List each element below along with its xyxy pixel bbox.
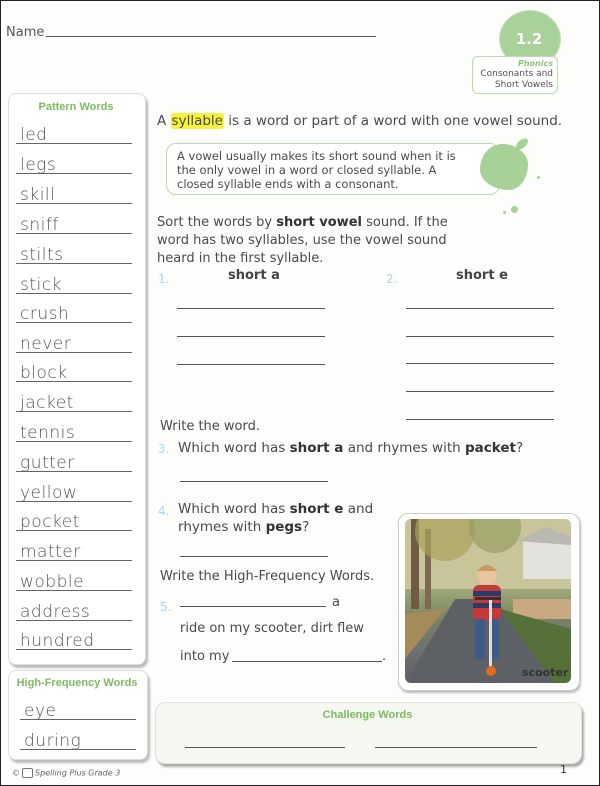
q-text: ? bbox=[516, 440, 524, 456]
pattern-word-row bbox=[16, 568, 132, 591]
hf-word-row bbox=[20, 697, 136, 720]
pattern-word: jacket bbox=[20, 393, 74, 413]
rule-line: closed syllable ends with a consonant. bbox=[177, 177, 399, 191]
pattern-word: stick bbox=[20, 275, 62, 295]
lesson-topic-line1: Consonants and bbox=[480, 69, 553, 79]
instr-bold: short vowel bbox=[276, 215, 362, 230]
name-label: Name bbox=[6, 25, 45, 40]
instr-text: heard in the first syllable. bbox=[157, 251, 324, 266]
question-4 bbox=[178, 500, 373, 536]
column-heading-short-e: short e bbox=[456, 268, 508, 283]
pattern-word: stilts bbox=[20, 245, 64, 265]
pattern-word: crush bbox=[20, 304, 70, 324]
hf-word: eye bbox=[24, 701, 57, 721]
answer-line-q5b[interactable] bbox=[232, 661, 382, 662]
footer-copyright bbox=[12, 768, 120, 778]
pattern-word: yellow bbox=[20, 483, 78, 503]
q-bold: short a bbox=[289, 440, 344, 456]
pattern-word-row bbox=[16, 271, 132, 294]
lesson-number: 1.2 bbox=[515, 30, 543, 48]
pattern-word: address bbox=[20, 602, 91, 622]
hf-text-line3: into my bbox=[180, 649, 230, 664]
publisher-logo-icon bbox=[22, 768, 33, 778]
lesson-category: Phonics bbox=[518, 59, 553, 68]
pattern-word-row bbox=[16, 479, 132, 502]
pattern-word-row bbox=[16, 598, 132, 621]
pattern-word: never bbox=[20, 334, 72, 354]
pattern-word-row bbox=[16, 181, 132, 204]
lesson-topic-line2: Short Vowels bbox=[494, 80, 553, 90]
hf-word-row bbox=[20, 727, 136, 750]
answer-line-short-e[interactable] bbox=[406, 391, 554, 392]
answer-line-short-a[interactable] bbox=[177, 336, 325, 337]
answer-line-short-a[interactable] bbox=[177, 364, 325, 365]
definition-prefix: A bbox=[157, 113, 167, 129]
paint-splat-decoration bbox=[480, 144, 528, 190]
item-number: 3. bbox=[158, 442, 170, 456]
answer-line-short-e[interactable] bbox=[406, 419, 554, 420]
pattern-word-row bbox=[16, 538, 132, 561]
answer-line-q4[interactable] bbox=[180, 556, 328, 557]
pattern-word-row bbox=[16, 121, 132, 144]
pattern-word-row bbox=[16, 211, 132, 234]
pattern-word-row bbox=[16, 449, 132, 472]
q-text: and rhymes with bbox=[347, 440, 461, 456]
pattern-word-row bbox=[16, 508, 132, 531]
pattern-word-row bbox=[16, 151, 132, 174]
item-number: 5. bbox=[160, 600, 172, 614]
pattern-word: pocket bbox=[20, 512, 80, 532]
pattern-word: matter bbox=[20, 542, 81, 562]
paint-splat-decoration bbox=[514, 136, 530, 151]
answer-line-short-a[interactable] bbox=[177, 308, 325, 309]
pattern-word: legs bbox=[20, 155, 57, 175]
q-text: Which word has bbox=[178, 440, 286, 456]
photo-label: scooter bbox=[522, 666, 569, 679]
q-text: and bbox=[347, 501, 374, 517]
pattern-word: sniff bbox=[20, 215, 59, 235]
rule-line: A vowel usually makes its short sound when it is bbox=[177, 149, 456, 163]
syllable-definition bbox=[157, 112, 562, 130]
question-3 bbox=[178, 439, 523, 457]
paint-dot-decoration bbox=[503, 211, 506, 214]
high-frequency-title: High-Frequency Words bbox=[16, 677, 138, 689]
pattern-word-row bbox=[16, 330, 132, 353]
q-text: Which word has bbox=[178, 501, 286, 517]
hf-text-line2: ride on my scooter, dirt flew bbox=[180, 621, 364, 636]
hf-text-period: . bbox=[382, 649, 387, 664]
pattern-word-row bbox=[16, 359, 132, 382]
pattern-word: wobble bbox=[20, 572, 85, 592]
challenge-words-title: Challenge Words bbox=[322, 709, 413, 721]
pattern-words-title: Pattern Words bbox=[38, 101, 114, 113]
answer-line-short-e[interactable] bbox=[406, 363, 554, 364]
pattern-word: hundred bbox=[20, 631, 95, 651]
paint-dot-decoration bbox=[537, 176, 540, 179]
page-number: 1 bbox=[560, 763, 567, 776]
pattern-word-row bbox=[16, 241, 132, 264]
pattern-word-row bbox=[16, 389, 132, 412]
item-number: 2. bbox=[386, 272, 398, 286]
name-field[interactable] bbox=[46, 36, 376, 37]
q-bold: pegs bbox=[265, 519, 303, 535]
highlighted-term: syllable bbox=[171, 113, 223, 129]
hf-word: during bbox=[24, 731, 82, 751]
pattern-word: led bbox=[20, 125, 48, 145]
answer-line-q3[interactable] bbox=[180, 481, 328, 482]
sort-instructions bbox=[157, 214, 457, 268]
q-bold: short e bbox=[289, 501, 344, 517]
q-text: ? bbox=[302, 519, 310, 535]
answer-line-q5a[interactable] bbox=[180, 606, 326, 607]
hf-exercise-heading: Write the High-Frequency Words. bbox=[160, 569, 375, 584]
boy-on-scooter-illustration bbox=[405, 519, 571, 683]
instr-text: word has two syllables, use the vowel sound bbox=[157, 233, 447, 248]
answer-line-short-e[interactable] bbox=[406, 336, 554, 337]
book-title: Spelling Plus Grade 3 bbox=[35, 768, 121, 778]
rule-line: the only vowel in a word or closed syllable. A bbox=[177, 163, 437, 177]
definition-suffix: is a word or part of a word with one vowel sound. bbox=[228, 113, 563, 129]
lesson-topic-box bbox=[472, 56, 558, 94]
hf-text-a: a bbox=[332, 595, 340, 610]
instr-text: Sort the words by bbox=[157, 215, 273, 230]
pattern-word: gutter bbox=[20, 453, 75, 473]
rule-box bbox=[166, 143, 500, 195]
q-text: rhymes with bbox=[178, 519, 262, 535]
q-bold: packet bbox=[464, 440, 516, 456]
answer-line-short-e[interactable] bbox=[406, 308, 554, 309]
copyright-symbol: © bbox=[12, 768, 20, 778]
pattern-word-row bbox=[16, 419, 132, 442]
item-number: 1. bbox=[158, 272, 170, 286]
scooter-photo bbox=[405, 519, 571, 683]
pattern-word: tennis bbox=[20, 423, 76, 443]
item-number: 4. bbox=[158, 504, 170, 518]
challenge-answer-line[interactable] bbox=[185, 747, 345, 748]
challenge-answer-line[interactable] bbox=[375, 747, 537, 748]
instr-text: sound. If the bbox=[366, 215, 448, 230]
write-word-heading: Write the word. bbox=[160, 419, 261, 434]
pattern-word: block bbox=[20, 363, 68, 383]
pattern-word-row bbox=[16, 300, 132, 323]
pattern-word-row bbox=[16, 627, 132, 650]
paint-dot-decoration bbox=[511, 206, 518, 213]
pattern-word: skill bbox=[20, 185, 56, 205]
column-heading-short-a: short a bbox=[228, 268, 280, 283]
